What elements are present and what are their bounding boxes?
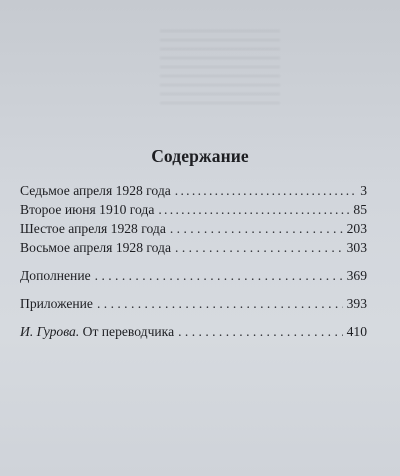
toc-entry-page: 393 — [346, 296, 367, 311]
toc-entry — [20, 238, 367, 257]
toc-entry — [20, 219, 367, 238]
page-title: Содержание — [151, 146, 249, 166]
toc-entry — [20, 200, 367, 219]
toc-entry-page: 203 — [346, 221, 367, 236]
dot-leader — [158, 200, 349, 219]
toc-entry-page: 303 — [346, 240, 367, 255]
toc-entry-title: От переводчика — [82, 324, 175, 339]
toc-entry-label: Шестое апреля 1928 года — [20, 221, 166, 236]
toc-entry — [20, 322, 367, 341]
toc-entry-label: Приложение — [20, 296, 93, 311]
dot-leader — [178, 322, 342, 341]
dot-leader — [95, 266, 343, 285]
toc-entry-label — [20, 322, 174, 341]
toc-entry-label: Второе июня 1910 года — [20, 202, 155, 217]
dot-leader — [175, 238, 343, 257]
toc-entry-page: 3 — [360, 183, 367, 198]
toc-entry-label: Восьмое апреля 1928 года — [20, 240, 172, 255]
show-through-text — [160, 30, 280, 110]
toc-entry — [20, 294, 367, 313]
toc-entry — [20, 181, 367, 200]
toc-entry-label: Седьмое апреля 1928 года — [20, 183, 171, 198]
dot-leader — [175, 181, 356, 200]
toc-entry-page: 410 — [346, 324, 367, 339]
dot-leader — [170, 219, 343, 238]
toc-entry — [20, 266, 367, 285]
table-of-contents — [20, 181, 367, 341]
toc-entry-label: Дополнение — [20, 268, 91, 283]
dot-leader — [97, 294, 343, 313]
toc-entry-page: 85 — [353, 202, 367, 217]
toc-entry-author: И. Гурова. — [20, 324, 80, 339]
toc-entry-page: 369 — [346, 268, 367, 283]
